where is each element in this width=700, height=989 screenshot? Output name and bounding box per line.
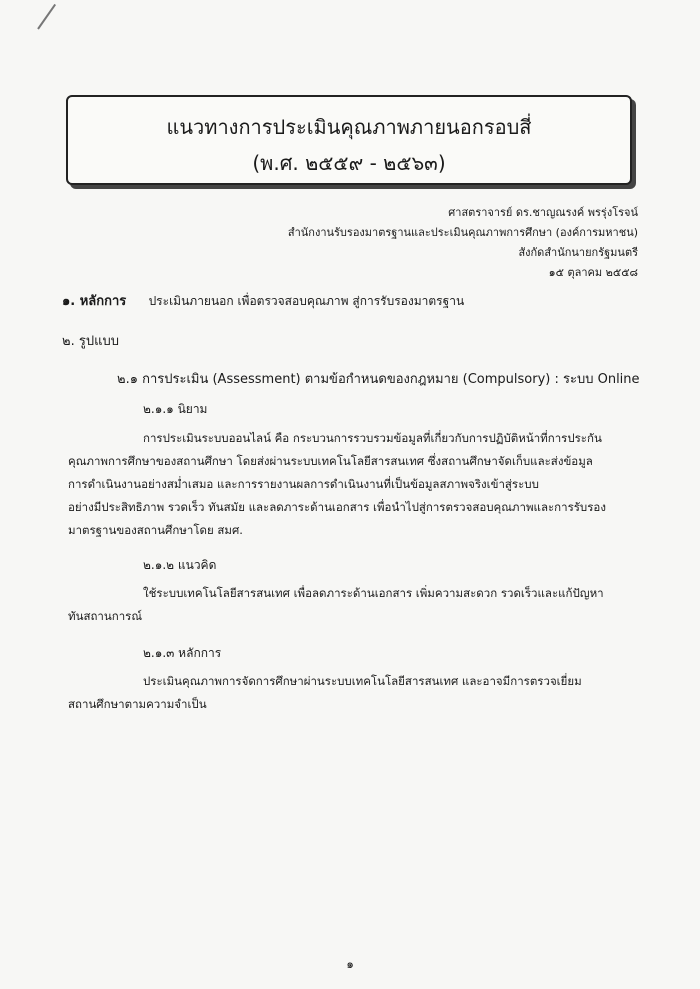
author-office: สำนักงานรับรองมาตรฐานและประเมินคุณภาพการศึกษา (องค์การมหาชน): [287, 226, 638, 239]
section-2-1-3-body: [68, 670, 634, 716]
section-1-heading: ๑. หลักการ: [62, 294, 127, 309]
body-line: ใช้ระบบเทคโนโลยีสารสนเทศ เพื่อลดภาระด้านเอกสาร เพิ่มความสะดวก รวดเร็วและแก้ปัญหา: [143, 586, 604, 600]
section-1: [62, 290, 464, 311]
body-line: ประเมินคุณภาพการจัดการศึกษาผ่านระบบเทคโนโลยีสารสนเทศ และอาจมีการตรวจเยี่ยม: [143, 674, 582, 688]
body-line: ทันสถานการณ์: [68, 609, 143, 623]
body-line: สถานศึกษาตามความจำเป็น: [68, 697, 207, 711]
body-line: มาตรฐานของสถานศึกษาโดย สมศ.: [68, 523, 243, 537]
body-line: คุณภาพการศึกษาของสถานศึกษา โดยส่งผ่านระบบเทคโนโลยีสารสนเทศ ซึ่งสถานศึกษาจัดเก็บและส่งข้อมูล: [68, 454, 593, 468]
section-2-1-3-heading: ๒.๑.๓ หลักการ: [143, 646, 222, 660]
body-line: การดำเนินงานอย่างสม่ำเสมอ และการรายงานผลการดำเนินงานที่เป็นข้อมูลสภาพจริงเข้าสู่ระบบ: [68, 477, 539, 491]
section-2-1-2-heading: ๒.๑.๒ แนวคิด: [143, 558, 217, 572]
author-affiliation: สังกัดสำนักนายกรัฐมนตรี: [518, 246, 638, 259]
author-name: ศาสตราจารย์ ดร.ชาญณรงค์ พรรุ่งโรจน์: [448, 206, 638, 219]
section-2-1-2-body: [68, 582, 634, 628]
section-2-heading: ๒. รูปแบบ: [62, 334, 119, 349]
author-block: [288, 203, 638, 283]
pen-mark: [37, 4, 56, 30]
section-2-1-heading: ๒.๑ การประเมิน (Assessment) ตามข้อกำหนดของกฎหมาย (Compulsory) : ระบบ Online: [117, 372, 640, 387]
section-2-1-1-body: [68, 427, 634, 542]
section-2-1-1-heading: ๒.๑.๑ นิยาม: [143, 402, 208, 416]
title-line-1: แนวทางการประเมินคุณภาพภายนอกรอบสี่: [166, 115, 532, 139]
section-1-text: ประเมินภายนอก เพื่อตรวจสอบคุณภาพ สู่การรับรองมาตรฐาน: [148, 294, 465, 308]
body-line: อย่างมีประสิทธิภาพ รวดเร็ว ทันสมัย และลดภาระด้านเอกสาร เพื่อนำไปสู่การตรวจสอบคุณภาพและการรับรอง: [68, 500, 606, 514]
page-number: ๑: [346, 957, 354, 971]
author-date: ๑๕ ตุลาคม ๒๕๕๘: [548, 266, 638, 279]
title-box: [66, 95, 632, 185]
title-line-2: (พ.ศ. ๒๕๕๙ - ๒๕๖๓): [252, 151, 446, 175]
body-line: การประเมินระบบออนไลน์ คือ กระบวนการรวบรวมข้อมูลที่เกี่ยวกับการปฏิบัติหน้าที่การประกัน: [143, 431, 602, 445]
